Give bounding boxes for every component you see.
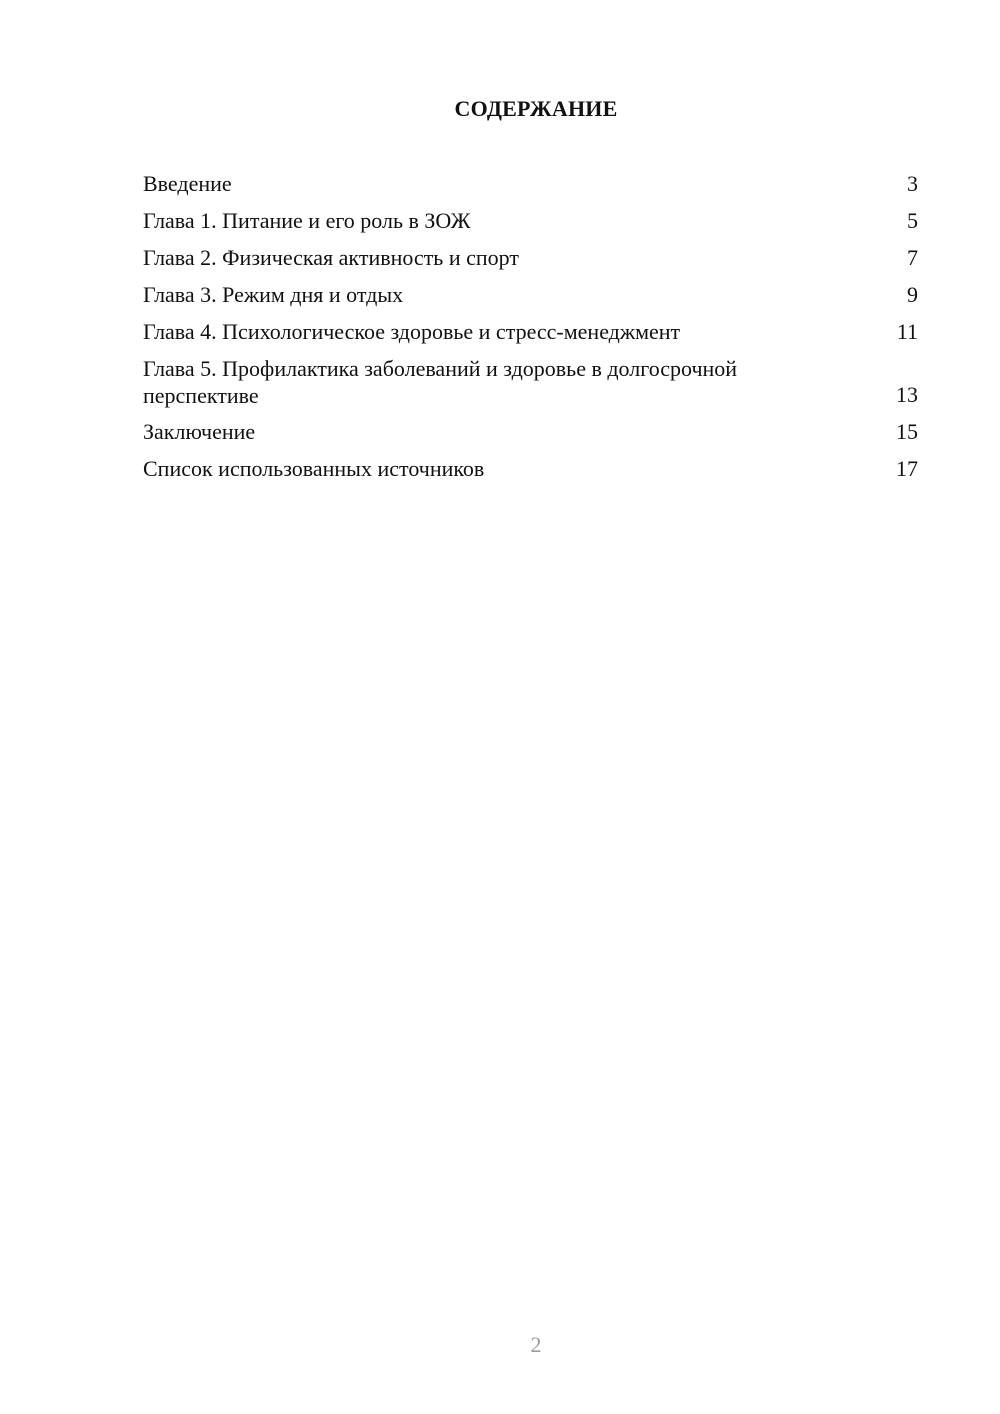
toc-entry-label: Список использованных источников xyxy=(143,456,485,481)
toc-entry-chapter-4[interactable] xyxy=(143,318,918,346)
toc-entry-page: 15 xyxy=(896,419,918,444)
toc-entry-chapter-2[interactable] xyxy=(143,244,918,272)
toc-entry-page: 5 xyxy=(907,208,918,233)
toc-entry-chapter-1[interactable] xyxy=(143,207,918,235)
toc-entry-label: Глава 1. Питание и его роль в ЗОЖ xyxy=(143,208,471,233)
table-of-contents xyxy=(143,170,918,492)
page-title: СОДЕРЖАНИЕ xyxy=(454,96,618,121)
toc-entry-page: 7 xyxy=(907,245,918,270)
toc-entry-chapter-5[interactable] xyxy=(143,355,918,409)
toc-entry-references[interactable] xyxy=(143,455,918,483)
toc-entry-label: Глава 5. Профилактика заболеваний и здоровье в долгосрочной перспективе xyxy=(143,356,738,408)
toc-entry-page: 11 xyxy=(896,319,918,344)
toc-entry-label: Глава 4. Психологическое здоровье и стресс-менеджмент xyxy=(143,319,681,344)
toc-entry-conclusion[interactable] xyxy=(143,418,918,446)
toc-entry-label: Заключение xyxy=(143,419,256,444)
toc-entry-page: 3 xyxy=(907,171,918,196)
toc-entry-label: Введение xyxy=(143,171,232,196)
toc-entry-chapter-3[interactable] xyxy=(143,281,918,309)
toc-entry-label: Глава 3. Режим дня и отдых xyxy=(143,282,404,307)
toc-entry-page: 17 xyxy=(896,456,918,481)
toc-entry-label: Глава 2. Физическая активность и спорт xyxy=(143,245,519,270)
toc-entry-introduction[interactable] xyxy=(143,170,918,198)
toc-entry-page: 9 xyxy=(907,282,918,307)
toc-entry-page: 13 xyxy=(896,382,918,407)
page-number: 2 xyxy=(530,1332,542,1357)
